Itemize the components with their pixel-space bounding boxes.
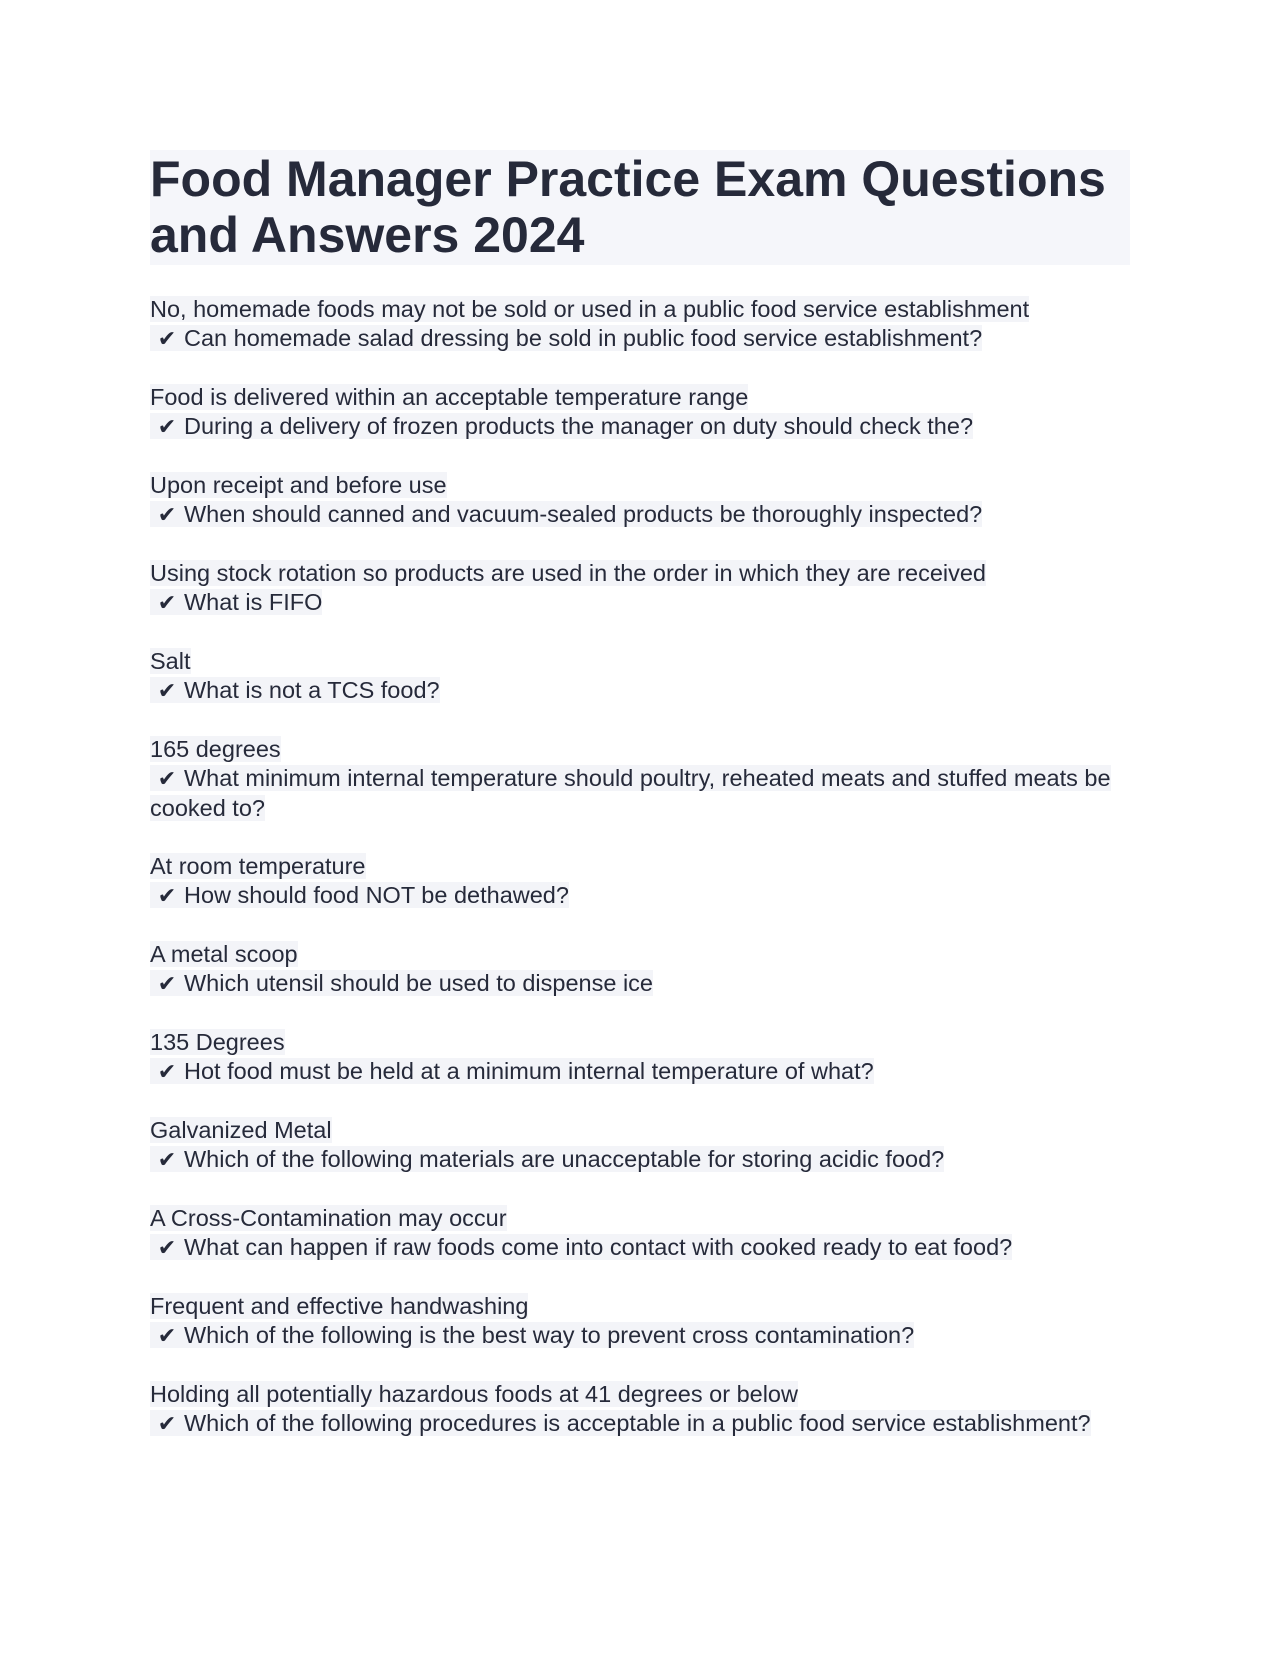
answer-text: Galvanized Metal [150, 1117, 332, 1143]
qa-item [150, 559, 1130, 618]
answer-text: Frequent and effective handwashing [150, 1293, 529, 1319]
question-text: What is FIFO [184, 589, 323, 615]
answer-text: Upon receipt and before use [150, 472, 447, 498]
checkmark-icon: ✔ [157, 1412, 177, 1437]
checkmark-icon: ✔ [157, 327, 177, 352]
question-text: Which of the following materials are unacceptable for storing acidic food? [184, 1146, 945, 1172]
qa-item [150, 735, 1130, 823]
answer-text: Holding all potentially hazardous foods at 41 degrees or below [150, 1381, 798, 1407]
question-text: What is not a TCS food? [184, 677, 440, 703]
qa-item [150, 852, 1130, 911]
question-text: How should food NOT be dethawed? [184, 882, 569, 908]
answer-text: Using stock rotation so products are used in the order in which they are received [150, 560, 986, 586]
question-text: When should canned and vacuum-sealed products be thoroughly inspected? [184, 501, 983, 527]
question-text: Hot food must be held at a minimum internal temperature of what? [184, 1058, 874, 1084]
checkmark-icon: ✔ [157, 415, 177, 440]
question-text: Which utensil should be used to dispense ice [184, 970, 653, 996]
answer-text: 135 Degrees [150, 1029, 285, 1055]
question-text: What minimum internal temperature should poultry, reheated meats and stuffed meats be cooked to? [150, 765, 1111, 821]
question-text: During a delivery of frozen products the manager on duty should check the? [184, 413, 974, 439]
qa-item [150, 471, 1130, 530]
answer-text: Food is delivered within an acceptable temperature range [150, 384, 749, 410]
checkmark-icon: ✔ [157, 679, 177, 704]
qa-item [150, 295, 1130, 354]
checkmark-icon: ✔ [157, 972, 177, 997]
answer-text: No, homemade foods may not be sold or used in a public food service establishment [150, 296, 1030, 322]
checkmark-icon: ✔ [157, 1324, 177, 1349]
document-title: Food Manager Practice Exam Questions and Answers 2024 [150, 150, 1130, 265]
answer-text: At room temperature [150, 853, 366, 879]
question-text: What can happen if raw foods come into contact with cooked ready to eat food? [184, 1234, 1013, 1260]
checkmark-icon: ✔ [157, 591, 177, 616]
qa-item [150, 1204, 1130, 1263]
question-text: Which of the following procedures is acceptable in a public food service establishment? [184, 1410, 1091, 1436]
qa-item [150, 1116, 1130, 1175]
qa-item [150, 1028, 1130, 1087]
question-text: Can homemade salad dressing be sold in public food service establishment? [184, 325, 983, 351]
answer-text: A Cross-Contamination may occur [150, 1205, 507, 1231]
answer-text: A metal scoop [150, 941, 298, 967]
checkmark-icon: ✔ [157, 503, 177, 528]
qa-item [150, 940, 1130, 999]
checkmark-icon: ✔ [157, 1148, 177, 1173]
qa-item [150, 647, 1130, 706]
qa-list [150, 295, 1130, 1439]
answer-text: 165 degrees [150, 736, 281, 762]
qa-item [150, 1380, 1130, 1439]
checkmark-icon: ✔ [157, 1060, 177, 1085]
checkmark-icon: ✔ [157, 767, 177, 792]
qa-item [150, 383, 1130, 442]
answer-text: Salt [150, 648, 191, 674]
qa-item [150, 1292, 1130, 1351]
checkmark-icon: ✔ [157, 1236, 177, 1261]
checkmark-icon: ✔ [157, 884, 177, 909]
document-page [150, 150, 1130, 1468]
question-text: Which of the following is the best way to prevent cross contamination? [184, 1322, 915, 1348]
